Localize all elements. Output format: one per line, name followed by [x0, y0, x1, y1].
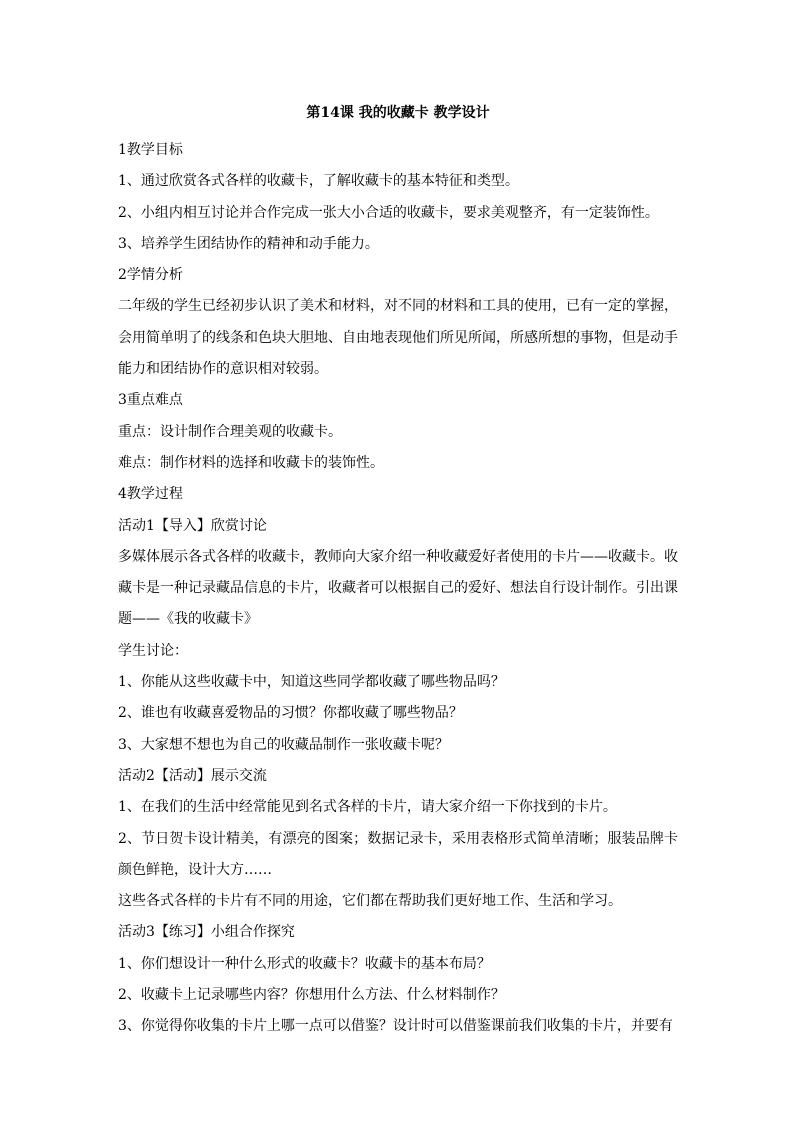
discussion-item: 3、大家想不想也为自己的收藏品制作一张收藏卡呢？: [118, 736, 449, 753]
activity-3-heading: 活动3【练习】小组合作探究: [118, 924, 295, 941]
activity-2-item: 2、节日贺卡设计精美，有漂亮的图案；数据记录卡，采用表格形式简单清晰；服装品牌卡颜色鲜艳，设计大方……: [118, 830, 678, 878]
discussion-item: 1、你能从这些收藏卡中，知道这些同学都收藏了哪些物品吗？: [118, 674, 505, 691]
objective-item: 2、小组内相互讨论并合作完成一张大小合适的收藏卡，要求美观整齐，有一定装饰性。: [118, 204, 659, 221]
activity-1-paragraph: 多媒体展示各式各样的收藏卡，教师向大家介绍一种收藏爱好者使用的卡片——收藏卡。收藏卡是一种记录藏品信息的卡片，收藏者可以根据自己的爱好、想法自行设计制作。引出课题——《我的收藏卡》: [118, 548, 678, 628]
discussion-item: 2、谁也有收藏喜爱物品的习惯？你都收藏了哪些物品？: [118, 705, 463, 722]
analysis-paragraph: 二年级的学生已经初步认识了美术和材料，对不同的材料和工具的使用，已有一定的掌握，会用简单明了的线条和色块大胆地、自由地表现他们所见所闻，所感所想的事物，但是动手能力和团结协作的意识相对较弱。: [118, 298, 678, 378]
section-heading-key-points: 3重点难点: [118, 392, 183, 409]
section-heading-objectives: 1教学目标: [118, 142, 183, 158]
activity-1-heading: 活动1【导入】欣赏讨论: [118, 517, 267, 534]
section-heading-analysis: 2学情分析: [118, 267, 183, 284]
activity-3-item: 2、收藏卡上记录哪些内容？你想用什么方法、什么材料制作？: [118, 987, 505, 1004]
key-point: 重点：设计制作合理美观的收藏卡。: [118, 423, 342, 440]
document-title: 第14课 我的收藏卡 教学设计: [306, 105, 490, 121]
document-body: [118, 103, 678, 1043]
section-heading-process: 4教学过程: [118, 486, 183, 503]
objective-item: 3、培养学生团结协作的精神和动手能力。: [118, 235, 379, 252]
activity-3-item: 1、你们想设计一种什么形式的收藏卡？收藏卡的基本布局？: [118, 955, 491, 972]
activity-3-item: 3、你觉得你收集的卡片上哪一点可以借鉴？设计时可以借鉴课前我们收集的卡片，并要有: [118, 1018, 673, 1035]
activity-2-summary: 这些各式各样的卡片有不同的用途，它们都在帮助我们更好地工作、生活和学习。: [118, 893, 622, 910]
activity-2-item: 1、在我们的生活中经常能见到名式各样的卡片，请大家介绍一下你找到的卡片。: [118, 799, 617, 816]
difficulty-point: 难点：制作材料的选择和收藏卡的装饰性。: [118, 454, 384, 471]
discussion-label: 学生讨论：: [118, 642, 188, 659]
activity-2-heading: 活动2【活动】展示交流: [118, 767, 267, 784]
objective-item: 1、通过欣赏各式各样的收藏卡，了解收藏卡的基本特征和类型。: [118, 173, 519, 190]
